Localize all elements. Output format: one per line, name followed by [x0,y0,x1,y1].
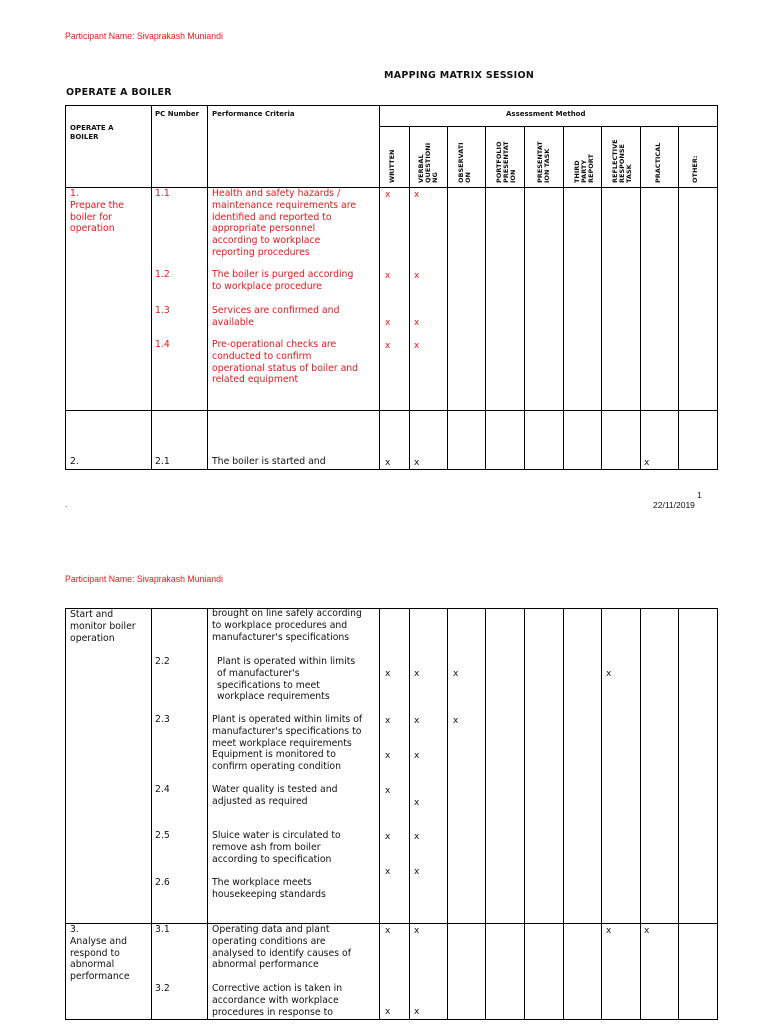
performance-criterion: Plant is operated within limits of manufacturer's specifications to meet workplace requirements Equipment is monitored to confirm operating condition [212,714,363,773]
table-divider [409,608,410,1020]
page-number: 1 [697,490,702,500]
table-border [717,608,718,1020]
mark-written: x [385,458,391,468]
table-divider [601,126,602,470]
header-performance-criteria: Performance Criteria [212,110,295,118]
mapping-table-page1 [65,105,718,470]
pc-number: 2.6 [155,877,170,888]
pc-number: 3.2 [155,983,170,994]
table-divider [640,608,641,1020]
table-divider [601,608,602,1020]
mark-verbal: x [414,318,420,328]
element-1-label: 1. Prepare the boiler for operation [70,188,124,235]
mark-verbal: x [414,798,420,808]
table-divider [678,608,679,1020]
mark-reflective: x [606,669,612,679]
table-divider [485,608,486,1020]
performance-criterion: Services are confirmed and available [212,305,340,328]
table-border [717,105,718,470]
element-2-number: 2. [70,456,79,467]
performance-criterion: Corrective action is taken in accordance with workplace procedures in response to [212,983,343,1018]
method-written: WRITTEN [388,149,396,183]
mark-written: x [385,1007,391,1017]
mark-written: x [385,318,391,328]
mark-verbal: x [414,1007,420,1017]
performance-criterion: The workplace meets housekeeping standards [212,877,326,900]
performance-criterion: brought on line safely according to workplace procedures and manufacturer's specifications [212,608,362,643]
mark-verbal: x [414,271,420,281]
performance-criterion: Water quality is tested and adjusted as required [212,784,338,807]
method-practical: PRACTICAL [654,142,662,183]
table-divider [447,608,448,1020]
mark-written: x [385,926,391,936]
table-border [65,105,66,470]
performance-criterion: The boiler is started and [212,456,326,467]
mark-verbal: x [414,341,420,351]
table-border [65,608,718,609]
participant-name: Participant Name: Sivaprakash Muniandi [65,31,223,42]
method-observation: OBSERVATI ON [457,142,472,183]
mark-written: x [385,716,391,726]
mark-written: x [385,190,391,200]
mark-practical: x [644,458,650,468]
performance-criterion: Plant is operated within limits of manufacturer's specifications to meet workplace requirements [217,656,356,703]
mark-observation: x [453,716,459,726]
mark-verbal: x [414,716,420,726]
pc-number: 1.3 [155,305,170,316]
table-divider [207,608,208,1020]
table-divider [524,126,525,470]
table-border [65,1019,718,1020]
performance-criterion: Health and safety hazards / maintenance requirements are identified and reported to appropriate personnel according to workplace reporting procedures [212,188,357,258]
table-divider [379,105,380,470]
method-reflective-response: REFLECTIVE RESPONSE TASK [611,139,633,183]
table-divider [151,608,152,1020]
mark-written: x [385,271,391,281]
mark-practical: x [644,926,650,936]
page-date: 22/11/2019 [653,500,695,510]
pc-number: 3.1 [155,924,170,935]
table-divider [207,105,208,470]
pc-number: 2.4 [155,784,170,795]
performance-criterion: The boiler is purged according to workplace procedure [212,269,354,292]
performance-criterion: Operating data and plant operating conditions are analysed to identify causes of abnormal performance [212,924,351,971]
pc-number: 2.5 [155,830,170,841]
table-divider [409,126,410,470]
mark-written: x [385,341,391,351]
header-unit: OPERATE A BOILER [70,124,114,141]
element-2-label: Start and monitor boiler operation [70,609,136,644]
mark-written: x [385,751,391,761]
mark-written: x [385,786,391,796]
table-divider [65,410,718,411]
table-divider [524,608,525,1020]
table-border [65,469,718,470]
pc-number: 1.2 [155,269,170,280]
mark-verbal: x [414,458,420,468]
mark-verbal: x [414,190,420,200]
table-divider [640,126,641,470]
table-divider [379,608,380,1020]
mark-verbal: x [414,926,420,936]
mark-observation: x [453,669,459,679]
element-3-label: 3. Analyse and respond to abnormal performance [70,924,130,983]
pc-number: 1.1 [155,188,170,199]
header-pc-number: PC Number [155,110,200,118]
mark-verbal: x [414,669,420,679]
participant-name: Participant Name: Sivaprakash Muniandi [65,574,223,585]
pc-number: 2.3 [155,714,170,725]
table-divider [678,126,679,470]
table-divider [151,105,152,470]
mark-verbal: x [414,751,420,761]
performance-criterion: Sluice water is circulated to remove ash from boiler according to specification [212,830,341,865]
unit-title: OPERATE A BOILER [66,87,172,98]
method-presentation-task: PRESENTAT ION TASK [536,141,551,183]
mark-written: x [385,867,391,877]
footer-dot: . [65,500,68,509]
method-third-party-report: THIRD PARTY REPORT [573,154,595,183]
table-divider [563,608,564,1020]
mark-written: x [385,832,391,842]
performance-criterion: Pre-operational checks are conducted to confirm operational status of boiler and related equipment [212,339,359,386]
mapping-table-page2 [65,608,718,1024]
table-divider [379,126,718,127]
table-border [65,105,718,106]
method-portfolio: PORTFOLIO PRESENTAT ION [495,141,517,183]
method-verbal-questioning: VERBAL QUESTIONI NG [417,142,439,183]
method-other: OTHER: [691,155,699,183]
pc-number: 2.2 [155,656,170,667]
document-title: MAPPING MATRIX SESSION [384,70,535,81]
mark-reflective: x [606,926,612,936]
pc-number: 2.1 [155,456,170,467]
table-divider [485,126,486,470]
pc-number: 1.4 [155,339,170,350]
mark-verbal: x [414,832,420,842]
table-border [65,608,66,1020]
table-divider [563,126,564,470]
header-assessment-method: Assessment Method [506,110,586,118]
mark-written: x [385,669,391,679]
mark-verbal: x [414,867,420,877]
table-divider [447,126,448,470]
